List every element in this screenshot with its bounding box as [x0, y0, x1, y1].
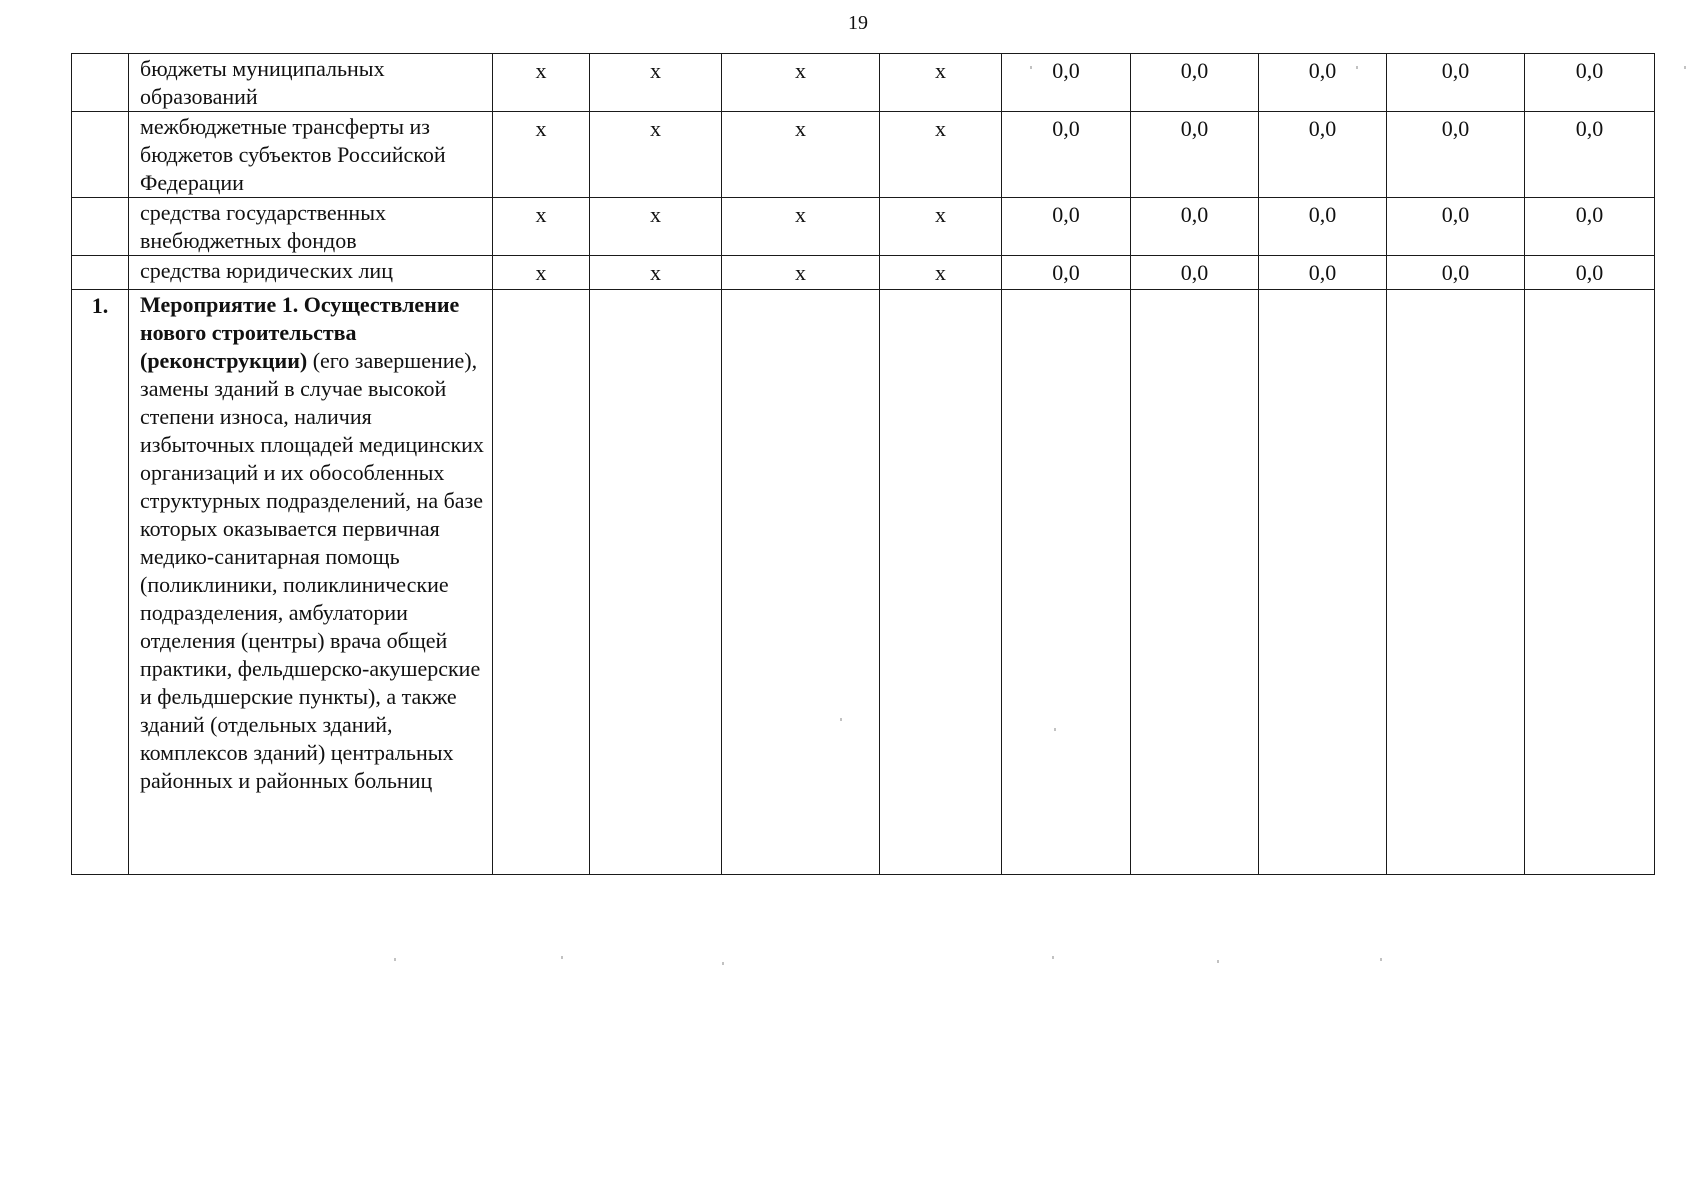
value-cell: 0,0 [1259, 198, 1387, 256]
table-row [72, 112, 1655, 198]
row-number-cell [72, 198, 129, 256]
row-number-cell [72, 54, 129, 112]
empty-cell [493, 290, 590, 875]
scan-speck [840, 718, 842, 721]
value-cell: 0,0 [1002, 54, 1131, 112]
value-cell: 0,0 [1259, 112, 1387, 198]
value-cell: х [590, 54, 722, 112]
row-number-cell [72, 256, 129, 290]
budget-table [71, 53, 1655, 875]
value-cell: 0,0 [1525, 198, 1655, 256]
scan-speck [1217, 960, 1219, 963]
value-cell: 0,0 [1387, 256, 1525, 290]
value-cell: х [722, 256, 880, 290]
scan-speck [1054, 728, 1056, 731]
value-cell: 0,0 [1131, 198, 1259, 256]
scan-speck [722, 962, 724, 965]
value-cell: х [590, 198, 722, 256]
value-cell: х [590, 256, 722, 290]
value-cell: 0,0 [1002, 112, 1131, 198]
value-cell: 0,0 [1002, 256, 1131, 290]
value-cell: 0,0 [1525, 54, 1655, 112]
value-cell: 0,0 [1525, 112, 1655, 198]
value-cell: 0,0 [1131, 54, 1259, 112]
event-row [72, 290, 1655, 875]
row-label-cell: межбюджетные трансферты из бюджетов субъектов Российской Федерации [129, 112, 493, 198]
value-cell: 0,0 [1131, 256, 1259, 290]
value-cell: х [722, 54, 880, 112]
empty-cell [590, 290, 722, 875]
scan-speck [1356, 66, 1358, 69]
empty-cell [1002, 290, 1131, 875]
empty-cell [1259, 290, 1387, 875]
row-label-cell: средства юридических лиц [129, 256, 493, 290]
value-cell: х [493, 54, 590, 112]
scan-speck [1030, 66, 1032, 69]
scan-speck [1380, 958, 1382, 961]
table-row [72, 198, 1655, 256]
row-number-cell [72, 112, 129, 198]
value-cell: х [493, 112, 590, 198]
empty-cell [880, 290, 1002, 875]
empty-cell [722, 290, 880, 875]
value-cell: 0,0 [1525, 256, 1655, 290]
scan-speck [1684, 66, 1686, 69]
value-cell: 0,0 [1387, 54, 1525, 112]
page-number: 19 [848, 12, 868, 34]
value-cell: х [880, 54, 1002, 112]
event-title: Мероприятие 1. Осуществление нового строительства (реконструкции) [140, 292, 460, 373]
scan-speck [394, 958, 396, 961]
value-cell: 0,0 [1131, 112, 1259, 198]
row-label-cell: средства государственных внебюджетных фондов [129, 198, 493, 256]
scan-speck [561, 956, 563, 959]
value-cell: 0,0 [1387, 198, 1525, 256]
value-cell: х [493, 256, 590, 290]
value-cell: х [880, 112, 1002, 198]
event-number-cell: 1. [72, 290, 129, 875]
scan-speck [1052, 956, 1054, 959]
table-row [72, 54, 1655, 112]
value-cell: х [722, 198, 880, 256]
value-cell: х [880, 198, 1002, 256]
row-label-cell: бюджеты муниципальных образований [129, 54, 493, 112]
value-cell: 0,0 [1387, 112, 1525, 198]
value-cell: х [493, 198, 590, 256]
empty-cell [1387, 290, 1525, 875]
value-cell: 0,0 [1259, 256, 1387, 290]
event-description-cell [129, 290, 493, 875]
value-cell: х [722, 112, 880, 198]
event-description: (его завершение), замены зданий в случае высокой степени износа, наличия избыточных площадей медицинских организаций и их обособленных структурных подразделений, на базе которых оказывается первичная медико-санитарная помощь (поликлиники, поликлинические подразделения, амбулатории отделения (центры) врача общей практики, фельдшерско-акушерские и фельдшерские пункты), а также зданий (отдельных зданий, комплексов зданий) центральных районных и районных больниц [140, 348, 484, 793]
empty-cell [1525, 290, 1655, 875]
value-cell: 0,0 [1259, 54, 1387, 112]
value-cell: 0,0 [1002, 198, 1131, 256]
value-cell: х [880, 256, 1002, 290]
table-row [72, 256, 1655, 290]
empty-cell [1131, 290, 1259, 875]
value-cell: х [590, 112, 722, 198]
